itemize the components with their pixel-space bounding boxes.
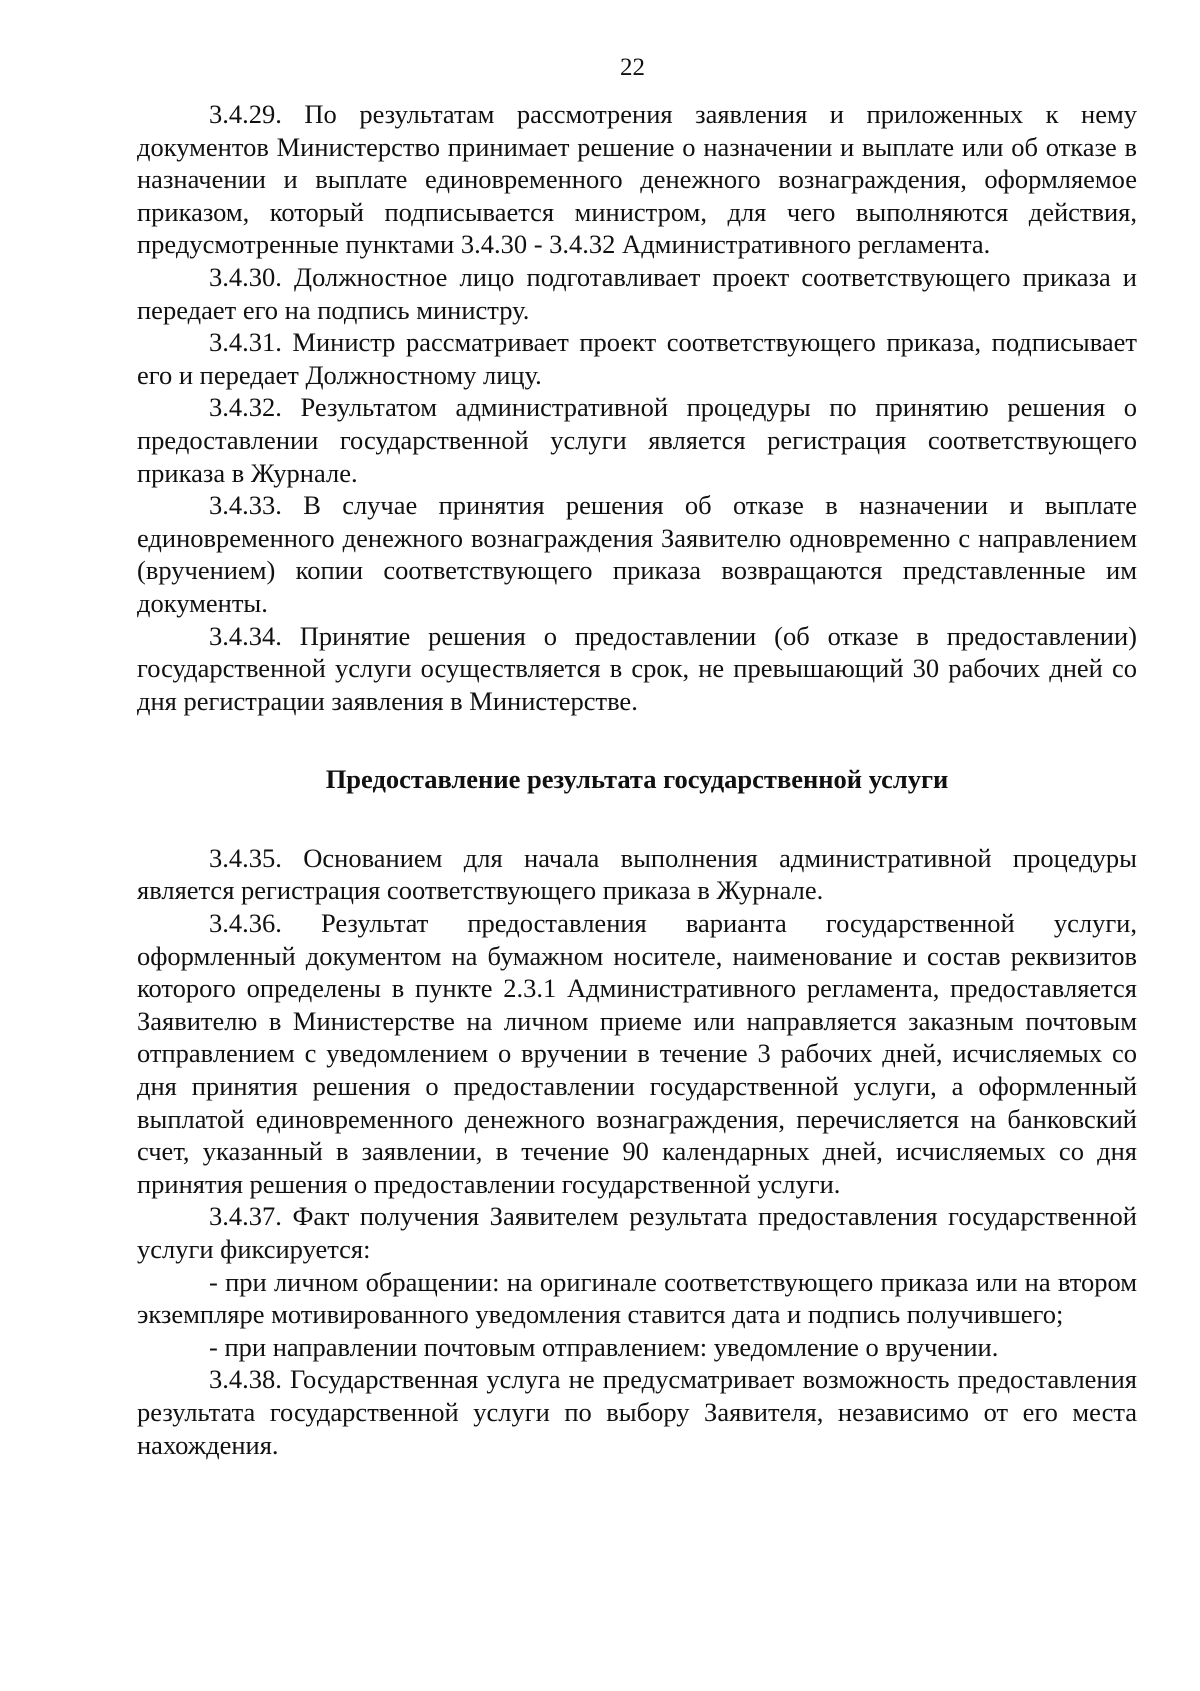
paragraph-3-4-38: 3.4.38. Государственная услуга не предусматривает возможность предоставления результата государственной услуги по выбору Заявителя, независимо от его места нахождения.: [137, 1364, 1137, 1460]
section-heading: Предоставление результата государственной услуги: [325, 764, 949, 795]
list-item-postal-delivery: - при направлении почтовым отправлением: уведомление о вручении.: [209, 1331, 999, 1362]
paragraph-3-4-35: 3.4.35. Основанием для начала выполнения административной процедуры является регистрация соответствующего приказа в Журнале.: [137, 842, 1137, 906]
paragraph-3-4-33: 3.4.33. В случае принятия решения об отказе в назначении и выплате единовременного денежного вознаграждения Заявителю одновременно с направлением (вручением) копии соответствующего приказа возвращаются представленные им документы.: [137, 490, 1137, 618]
paragraph-3-4-31: 3.4.31. Министр рассматривает проект соответствующего приказа, подписывает его и передает Должностному лицу.: [137, 327, 1137, 390]
paragraph-3-4-34: 3.4.34. Принятие решения о предоставлении (об отказе в предоставлении) государственной услуги осуществляется в срок, не превышающий 30 рабочих дней со дня регистрации заявления в Министерстве.: [137, 620, 1137, 716]
page-number: 22: [620, 54, 645, 81]
paragraph-3-4-36: 3.4.36. Результат предоставления варианта государственной услуги, оформленный документом на бумажном носителе, наименование и состав реквизитов которого определены в пункте 2.3.1 Административного регламента, предоставляется Заявителю в Министерстве на личном приеме или направляется заказным почтовым отправлением с уведомлением о вручении в течение 3 рабочих дней, исчисляемых со дня принятия решения о предоставлении государственной услуги, а оформленный выплатой единовременного денежного вознаграждения, перечисляется на банковский счет, указанный в заявлении, в течение 90 календарных дней, исчисляемых со дня принятия решения о предоставлении государственной услуги.: [137, 908, 1137, 1199]
paragraph-3-4-30: 3.4.30. Должностное лицо подготавливает проект соответствующего приказа и передает его на подпись министру.: [137, 261, 1137, 325]
paragraph-3-4-37: 3.4.37. Факт получения Заявителем результата предоставления государственной услуги фиксируется:: [137, 1201, 1137, 1264]
paragraph-3-4-29: 3.4.29. По результатам рассмотрения заявления и приложенных к нему документов Министерство принимает решение о назначении и выплате или об отказе в назначении и выплате единовременного денежного вознаграждения, оформляемое приказом, который подписывается министром, для чего выполняются действия, предусмотренные пунктами 3.4.30 - 3.4.32 Административного регламента.: [137, 99, 1137, 260]
paragraph-3-4-32: 3.4.32. Результатом административной процедуры по принятию решения о предоставлении государственной услуги является регистрация соответствующего приказа в Журнале.: [137, 392, 1137, 488]
document-body: [137, 98, 1137, 1461]
list-item-personal-appeal: - при личном обращении: на оригинале соответствующего приказа или на втором экземпляре мотивированного уведомления ставится дата и подпись получившего;: [137, 1266, 1137, 1330]
